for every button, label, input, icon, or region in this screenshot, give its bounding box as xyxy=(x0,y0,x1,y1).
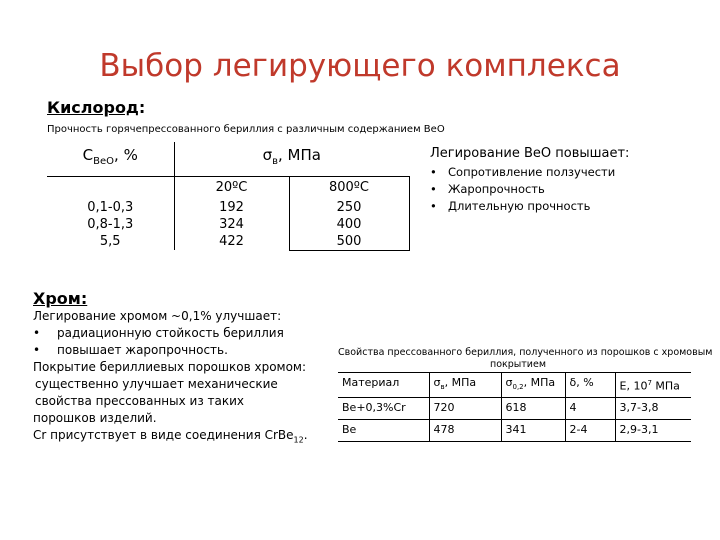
modulus-superscript: 7 xyxy=(647,379,652,387)
chromium-para-line: порошков изделий. xyxy=(33,411,157,425)
table-cell: Be+0,3%Cr xyxy=(338,398,429,420)
sigma-symbol: σ xyxy=(505,376,513,389)
sigma-subscript: 0,2 xyxy=(512,383,524,392)
unit: , МПа xyxy=(444,376,477,389)
table-cell: 2-4 xyxy=(565,420,615,442)
c-unit: , % xyxy=(114,146,138,165)
list-item: • радиационную стойкость бериллия xyxy=(33,325,313,342)
chromium-intro: Легирование хромом ~0,1% улучшает: xyxy=(33,309,282,323)
table-cell: 341 xyxy=(501,420,565,442)
oxygen-heading-colon: : xyxy=(138,98,146,117)
oxygen-c-values xyxy=(47,176,174,250)
temp-20-header: 20ºC xyxy=(215,179,248,195)
chromium-compound xyxy=(33,427,313,448)
table-cell: 720 xyxy=(429,398,501,420)
beo-alloy-list xyxy=(430,164,615,215)
oxygen-heading-text: Кислород xyxy=(47,98,139,117)
temp-800-header: 800ºC xyxy=(328,179,369,195)
compound-text: Cr присутствует в виде соединения CrBe xyxy=(33,428,294,442)
c-symbol: C xyxy=(82,146,94,165)
chromium-heading: Хром: xyxy=(33,289,88,308)
oxygen-800c-values xyxy=(289,176,409,250)
header-cell: Материал xyxy=(338,373,429,398)
table-cell: 0,8-1,3 xyxy=(87,216,134,232)
page-title: Выбор легирующего комплекса xyxy=(99,48,621,84)
oxygen-table-caption: Прочность горячепрессованного бериллия с различным содержанием BeO xyxy=(47,124,445,135)
table-cell: 3,7-3,8 xyxy=(615,398,691,420)
chromium-para-line: существенно улучшает механические xyxy=(35,377,278,391)
header-cell xyxy=(615,373,691,398)
table-cell: 618 xyxy=(501,398,565,420)
table-cell: 400 xyxy=(336,216,362,232)
table-cell: 192 xyxy=(219,199,244,215)
col-header-c-beo xyxy=(47,142,174,176)
table-cell: 5,5 xyxy=(99,233,121,249)
list-item: • Жаропрочность xyxy=(430,181,615,198)
oxygen-heading xyxy=(47,98,145,117)
header-cell xyxy=(501,373,565,398)
list-item: • Сопротивление ползучести xyxy=(430,164,615,181)
sigma-unit: , МПа xyxy=(277,146,321,165)
table-cell: 478 xyxy=(429,420,501,442)
chromium-para-line: Покрытие бериллиевых порошков хромом: xyxy=(33,360,307,374)
chromium-para-line: свойства прессованных из таких xyxy=(35,394,245,408)
c-subscript: BeO xyxy=(93,156,115,168)
chromium-properties-table xyxy=(338,372,691,442)
caption-line: Свойства прессованного бериллия, полученного из порошков с хромовым xyxy=(338,347,713,358)
col-header-sigma xyxy=(174,142,409,176)
chromium-table-caption xyxy=(338,347,713,371)
modulus-label: E, 10 xyxy=(619,379,648,393)
header-cell xyxy=(429,373,501,398)
compound-end: . xyxy=(303,428,308,442)
sigma-subscript: в xyxy=(440,383,445,392)
unit: МПа xyxy=(651,379,680,393)
table-cell: 2,9-3,1 xyxy=(615,420,691,442)
header-cell: δ, % xyxy=(565,373,615,398)
table-cell: 324 xyxy=(219,216,244,232)
unit: , МПа xyxy=(523,376,556,389)
oxygen-strength-table xyxy=(47,142,410,251)
table-cell: 500 xyxy=(336,233,362,249)
chromium-text xyxy=(33,308,313,448)
table-cell: 4 xyxy=(565,398,615,420)
table-cell: 250 xyxy=(336,199,362,215)
sigma-subscript: в xyxy=(272,156,278,168)
list-item: • повышает жаропрочность. xyxy=(33,342,313,359)
oxygen-20c-values xyxy=(174,176,289,250)
table-cell: Be xyxy=(338,420,429,442)
caption-line: покрытием xyxy=(489,359,546,370)
beo-alloy-heading: Легирование BeO повышает: xyxy=(430,146,630,161)
chromium-list xyxy=(33,325,313,359)
list-item: • Длительную прочность xyxy=(430,198,615,215)
sigma-symbol: σ xyxy=(262,146,273,165)
sigma-symbol: σ xyxy=(433,376,441,389)
table-cell: 0,1-0,3 xyxy=(87,199,134,215)
table-cell: 422 xyxy=(219,233,244,249)
compound-subscript: 12 xyxy=(293,435,304,445)
